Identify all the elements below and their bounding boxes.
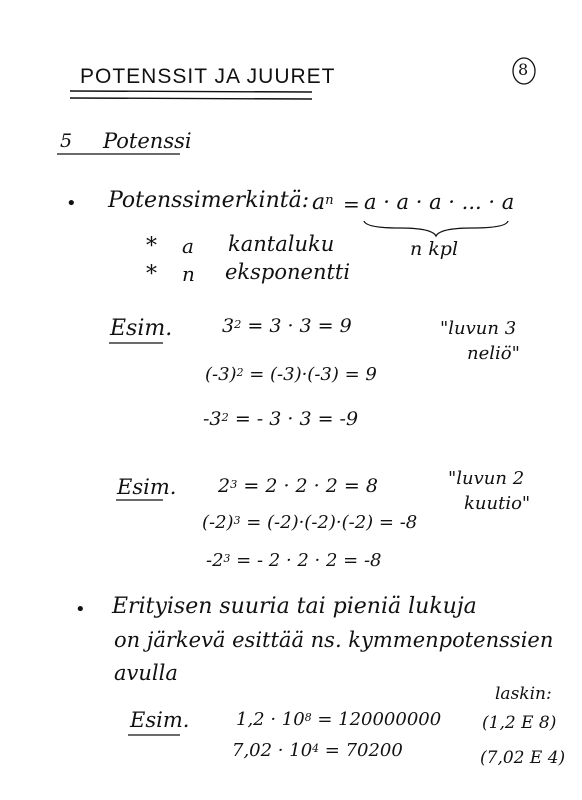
example-1-note-line-1: "luvun 3 xyxy=(440,318,517,339)
powers-of-ten-line-1: Erityisen suuria tai pieniä lukuja xyxy=(112,594,477,619)
example-1-row-2: $(-3)^2 = (-3)\cdot(-3) = 9$ xyxy=(205,364,377,385)
example-2-row-2: $(-2)^3 = (-2)\cdot(-2)\cdot(-2) = -8$ xyxy=(202,512,418,533)
example-3-row-1: $1,2 \cdot 10^8 = 120000000$ xyxy=(236,709,442,730)
title-underline-1 xyxy=(70,91,312,92)
example-3-row-2: $7,02 \cdot 10^4 = 70200$ xyxy=(232,740,403,761)
bullet-1: • xyxy=(66,193,77,214)
title-underline-2 xyxy=(70,98,312,99)
example-1-row-1: $3^2 = 3 \cdot 3 = 9$ xyxy=(222,315,352,337)
example-2-label: Esim. xyxy=(117,475,177,499)
power-notation-formula xyxy=(312,192,334,214)
kantaluku-symbol: a xyxy=(182,234,194,258)
example-3-row-1-calculator: (1,2 E 8) xyxy=(482,713,557,733)
list-marker-2: * xyxy=(146,262,157,287)
power-notation-label: Potenssimerkintä: xyxy=(108,188,310,213)
example-2-note-line-1: "luvun 2 xyxy=(448,468,525,489)
base-symbol: a xyxy=(312,190,326,215)
page-number: 8 xyxy=(518,60,529,79)
section-title: Potenssi xyxy=(103,129,192,153)
example-2-note-line-2: kuutio" xyxy=(464,493,531,514)
powers-of-ten-line-3: avulla xyxy=(114,661,178,685)
page-title: POTENSSIT JA JUURET xyxy=(80,65,336,88)
eksponentti-symbol: n xyxy=(182,262,195,286)
brace-label: n kpl xyxy=(410,238,459,260)
product-brace xyxy=(364,221,508,236)
example-2-row-1: $2^3 = 2 \cdot 2 \cdot 2 = 8$ xyxy=(218,475,378,497)
example-1-label: Esim. xyxy=(110,316,173,341)
exponent-symbol: n xyxy=(325,193,334,209)
example-3-row-2-calculator: (7,02 E 4) xyxy=(480,748,566,768)
kantaluku-label: kantaluku xyxy=(228,232,335,256)
calculator-label: laskin: xyxy=(495,684,552,704)
section-number: 5 xyxy=(60,130,73,152)
bullet-3: • xyxy=(75,599,86,620)
list-marker-1: * xyxy=(146,234,157,259)
powers-of-ten-line-2: on järkevä esittää ns. kymmenpotenssien xyxy=(114,628,554,652)
power-notation-product: a · a · a · ... · a xyxy=(364,190,515,214)
power-notation-equals: = xyxy=(343,192,360,216)
example-1-note-line-2: neliö" xyxy=(467,343,520,364)
example-1-row-3: $-3^2$ = - 3 · 3 = -9 xyxy=(203,408,359,430)
eksponentti-label: eksponentti xyxy=(225,260,351,284)
example-2-row-3: $-2^3$ = - 2 · 2 · 2 = -8 xyxy=(206,550,382,571)
example-3-label: Esim. xyxy=(130,708,190,732)
